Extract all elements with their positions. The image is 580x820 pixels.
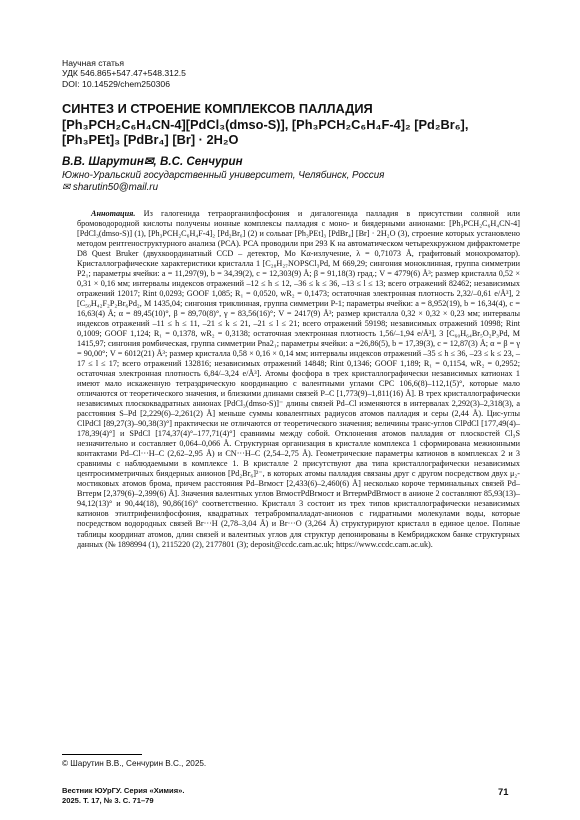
abstract [77, 209, 520, 550]
journal-footer [62, 786, 184, 805]
doi[interactable]: DOI: 10.14529/chem250306 [62, 78, 170, 89]
authors: В.В. Шарутин✉, В.С. Сенчурин [62, 155, 243, 168]
journal-issue: 2025. Т. 17, № 3. С. 71–79 [62, 795, 154, 805]
abstract-text: Из галогенида тетраорганилфосфония и дигалогенида палладия в присутствии соляной или бромоводородной кислоты получены ионные комплексы палладия с моно- и биядерными анионами: [Ph₃PCH₂C₆H₄CN-4][PdCl₃(dmso-S)] (1), [Ph₃PCH₂C₆H₄F-4]₂ [Pd₂Br₆] (2) и сольват [Ph₃PEt]₃ [PdBr₄] [Br] · 2H₂O (3), строение которых установлено методом рентгеноструктурного анализа (РСА). РСА проводили при 293 К на автоматическом четырехкружном дифрактометре D8 Quest Bruker (двухкоординатный CCD – детектор, Mo Kα-излучение, λ = 0,71073 Å, графитовый монохроматор). Кристаллографические характеристики кристалла 1 [C₂₈H₂₇NOPSCl₃Pd, M 669,29; сингония моноклинная, группа симметрии P2₁; параметры ячейки: a = 11,297(9), b = 34,39(2), c = 12,303(9) Å; β = 91,18(3) град.; V = 4779(6) Å³; размер кристалла 0,52 × 0,31 × 0,16 мм; интервалы индексов отражений –12 ≤ h ≤ 12, –36 ≤ k ≤ 36, –13 ≤ l ≤ 13; всего отражений 82462; независимых отражений 12017; Rint 0,0293; GOOF 1,085; R₁ = 0,0520, wR₂ = 0,1473; остаточная электронная плотность 2,32/–0,61 e/Å³], 2 [C₅₀H₄₂F₂P₂Br₆Pd₂, M 1435,04; сингония триклинная, группа симметрии P-1; параметры ячейки: a = 8,952(19), b = 16,34(4), c = 16,63(4) Å; α = 89,45(10)°, β = 89,70(8)°, γ = 83,56(16)°; V = 2417(9) Å³; размер кристалла 0,32 × 0,32 × 0,23 мм; интервалы индексов отражений –11 ≤ h ≤ 11, –21 ≤ k ≤ 21, –21 ≤ l ≤ 21; всего отражений 59198; независимых отражений 10998; Rint 0,1009; GOOF 1,124; R₁ = 0,1378, wR₂ = 0,3138; остаточная электронная плотность 1,56/–1,94 e/Å³], 3 [C₆₀H₆₄Br₅O₂P₃Pd, M 1415,97; сингония ромбическая, группа симметрии Pna2₁; параметры ячейки: a =26,86(5), b = 17,39(3), c = 12,87(3) Å; α = β = γ = 90,00°; V = 6012(21) Å³; размер кристалла 0,58 × 0,16 × 0,14 мм; интервалы индексов отражений –35 ≤ h ≤ 36, –23 ≤ k ≤ 23, –17 ≤ l ≤ 17; всего отражений 132816; независимых отражений 14848; Rint 0,1346; GOOF 1,189; R₁ = 0,1154, wR₂ = 0,2952; остаточная электронная плотность 6,84/–3,24 e/Å³]. Атомы фосфора в трех кристаллографически независимых катионах 1 имеют мало искаженную тетраэдрическую координацию с валентными углами CPC 106,6(8)–112,1(5)°, которые мало отличаются от теоретического значения, и близкими длинами связей P–C [1,773(9)–1,811(16) Å]. В трех кристаллографически независимых плоскоквадратных анионах [PdCl₃(dmso-S)]⁻ длины связей Pd–Cl изменяются в интервалах 2,292(3)–2,318(3), а расстояния S–Pd [2,229(6)–2,261(2) Å] меньше суммы ковалентных радиусов атомов палладия и серы (2,44 Å). Цис-углы ClPdCl [89,27(3)–90,38(3)°] практически не отличаются от теоретического значения; величины транс-углов ClPdCl [177,49(4)–178,39(4)°] и SPdCl [174,37(4)°–177,71(4)°] сравнимы между собой. Отклонения атомов палладия от плоскостей Cl₃S незначительно и составляет 0,064–0,066 Å. Структурная организация в кристалле комплекса 1 сформирована межионными контактами Pd–Cl···H–C (2,62–2,95 Å) и CN···H–C (2,54–2,75 Å). Геометрические параметры катионов в комплексах 2 и 3 сравнимы с наблюдаемыми в комплексе 1. В кристалле 2 присутствуют два типа кристаллографически независимых центросимметричных биядерных анионов [Pd₂Br₆]²⁻, в которых атомы палладия связаны друг с другом посредством двух μ₂-мостиковых атомов брома, причем расстояния Pd–Brмост [2,433(6)–2,460(6) Å] несколько короче терминальных связей Pd–Brтерм [2,379(6)–2,399(6) Å]. Значения валентных углов BrмостPdBrмост и BrтермPdBrмост в анионе 2 составляют 85,93(13)–94,12(13)° и 90,44(18), 90,86(16)° соответственно. Кристалл 3 состоит из трех типов кристаллографически независимых катионов этилтрифенилфосфония, квадратных тетрабромпалладат-анионов с гидратными молекулами воды, которые посредством водородных связей Br···H (2,78–3,04 Å) и Br···O (3,264 Å) структурируют кристалл в единое целое. Полные таблицы координат атомов, длин связей и валентных углов для структур депонированы в Кембриджском банке структурных данных (№ 1898994 (1), 2115220 (2), 2177801 (3); deposit@ccdc.cam.ac.uk; https://www.ccdc.cam.ac.uk). [77, 209, 520, 549]
footnote-rule [62, 754, 142, 755]
article-meta [62, 58, 186, 89]
title-line-3: [Ph₃PEt]₃ [PdBr₄] [Br] · 2H₂O [62, 132, 239, 148]
udc-code: УДК 546.865+547.47+548.312.5 [62, 68, 186, 79]
article-type: Научная статья [62, 58, 125, 68]
title-line-1: СИНТЕЗ И СТРОЕНИЕ КОМПЛЕКСОВ ПАЛЛАДИЯ [62, 101, 373, 116]
title-line-2: [Ph₃PCH₂C₆H₄CN-4][PdCl₃(dmso-S)], [Ph₃PCH₂C₆H₄F-4]₂ [Pd₂Br₆], [62, 116, 469, 132]
copyright: © Шарутин В.В., Сенчурин В.С., 2025. [62, 759, 207, 768]
author-email[interactable]: ✉ sharutin50@mail.ru [62, 181, 159, 193]
page-number: 71 [498, 786, 509, 797]
affiliation: Южно-Уральский государственный университет, Челябинск, Россия [62, 170, 385, 181]
abstract-label: Аннотация. [91, 209, 136, 218]
article-title [62, 101, 532, 148]
abstract-paragraph [77, 209, 520, 550]
journal-name: Вестник ЮУрГУ. Серия «Химия». [62, 786, 185, 795]
affiliation-block [62, 170, 384, 193]
